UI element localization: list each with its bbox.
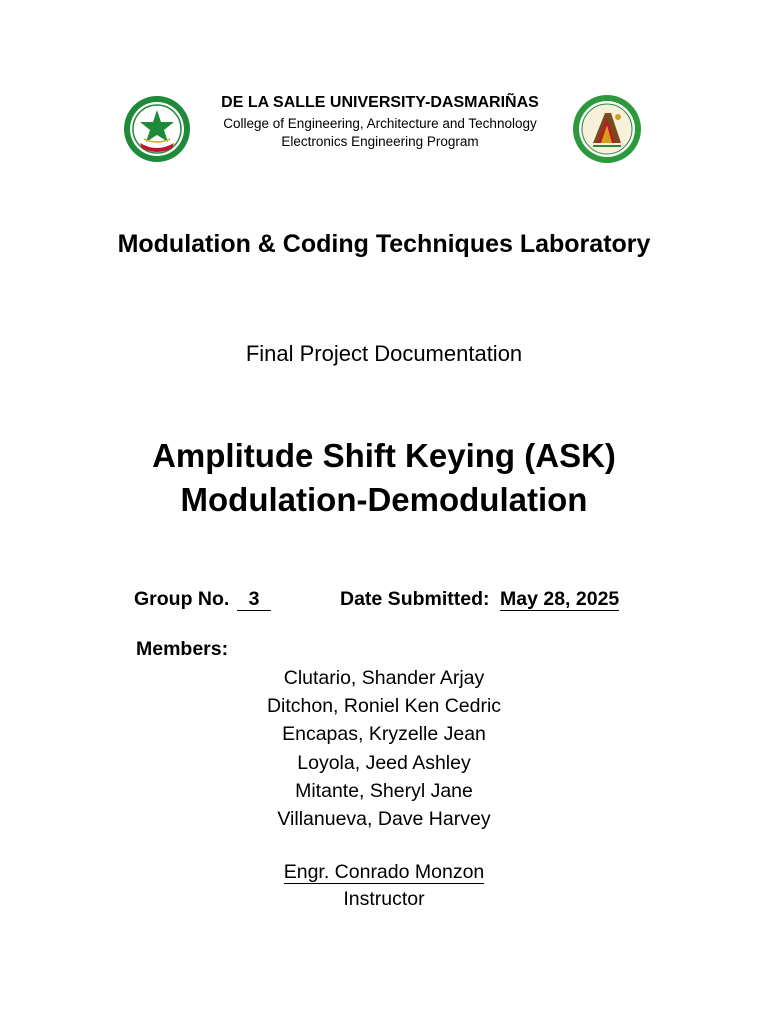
members-list xyxy=(0,664,768,833)
date-submitted-value: May 28, 2025 xyxy=(500,588,620,610)
member-item: Encapas, Kryzelle Jean xyxy=(282,723,486,746)
university-seal-logo xyxy=(120,95,194,165)
instructor-name: Engr. Conrado Monzon xyxy=(283,861,485,883)
instructor-name-block xyxy=(0,861,768,884)
members-label: Members: xyxy=(136,638,229,660)
member-item: Clutario, Shander Arjay xyxy=(283,667,485,689)
member-item: Mitante, Sheryl Jane xyxy=(295,779,473,802)
lab-title: Modulation & Coding Techniques Laboratory xyxy=(117,230,651,258)
program-name: Electronics Engineering Program xyxy=(281,134,479,149)
member-item: Loyola, Jeed Ashley xyxy=(297,751,471,774)
document-type: Final Project Documentation xyxy=(245,341,523,366)
college-name: College of Engineering, Architecture and Technology xyxy=(223,116,537,131)
group-label: Group No. xyxy=(134,588,230,610)
university-name: DE LA SALLE UNIVERSITY-DASMARIÑAS xyxy=(221,94,539,111)
project-title-line1: Amplitude Shift Keying (ASK) xyxy=(152,437,616,474)
group-number: 3 xyxy=(237,588,271,611)
instructor-role: Instructor xyxy=(343,888,425,910)
member-item: Ditchon, Roniel Ken Cedric xyxy=(266,695,502,718)
member-item: Villanueva, Dave Harvey xyxy=(277,808,491,831)
college-seal-logo xyxy=(571,93,643,165)
project-title-line2: Modulation-Demodulation xyxy=(180,481,588,518)
date-submitted-label: Date Submitted: xyxy=(340,588,490,610)
